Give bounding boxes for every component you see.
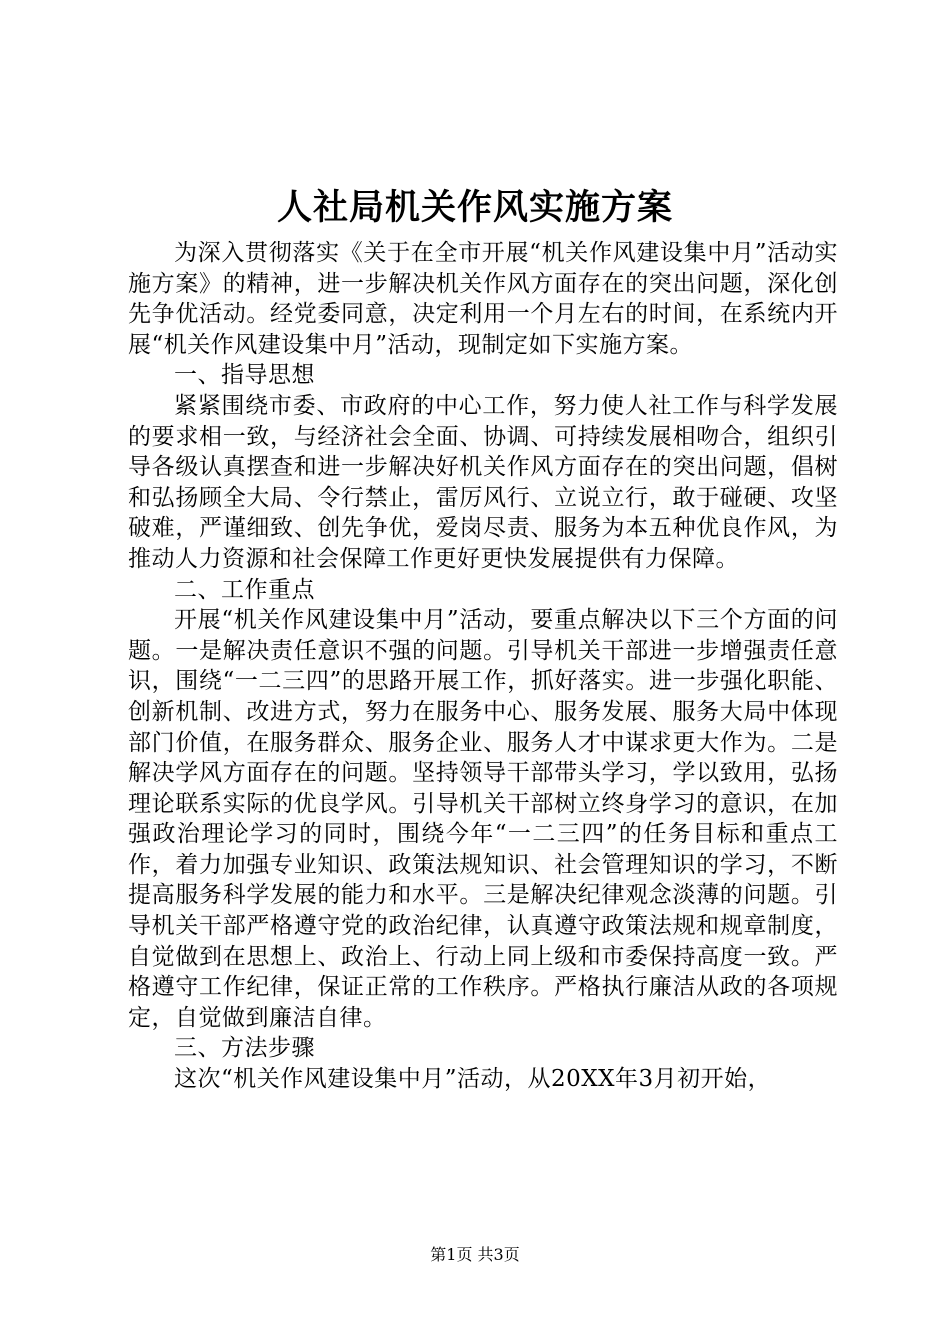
- section-heading-method-steps: 三、方法步骤: [174, 1035, 315, 1062]
- method-steps-paragraph: 这次“机关作风建设集中月”活动，从20XX年3月初开始，: [174, 1066, 772, 1093]
- work-focus-paragraph: 开展“机关作风建设集中月”活动，要重点解决以下三个方面的问题。一是解决责任意识不强的问题。引导机关干部进一步增强责任意识，围绕“一二三四”的思路开展工作，抓好落实。进一步强化职能、创新机制、改进方式，努力在服务中心、服务发展、服务大局中体现部门价值，在服务群众、服务企业、服务人才中谋求更大作为。二是解决学风方面存在的问题。坚持领导干部带头学习，学以致用，弘扬理论联系实际的优良学风。引导机关干部树立终身学习的意识，在加强政治理论学习的同时，围绕今年“一二三四”的任务目标和重点工作，着力加强专业知识、政策法规知识、社会管理知识的学习，不断提高服务科学发展的能力和水平。三是解决纪律观念淡薄的问题。引导机关干部严格遵守党的政治纪律，认真遵守政策法规和规章制度，自觉做到在思想上、政治上、行动上同上级和市委保持高度一致。严格遵守工作纪律，保证正常的工作秩序。严格执行廉洁从政的各项规定，自觉做到廉洁自律。: [128, 607, 838, 1031]
- section-heading-guiding-ideology: 一、指导思想: [174, 362, 315, 389]
- section-heading-work-focus: 二、工作重点: [174, 576, 315, 603]
- guiding-ideology-paragraph: 紧紧围绕市委、市政府的中心工作，努力使人社工作与科学发展的要求相一致，与经济社会全面、协调、可持续发展相吻合，组织引导各级认真摆查和进一步解决好机关作风方面存在的突出问题，倡树和弘扬顾全大局、令行禁止，雷厉风行、立说立行，敢于碰硬、攻坚破难，严谨细致、创先争优，爱岗尽责、服务为本五种优良作风，为推动人力资源和社会保障工作更好更快发展提供有力保障。: [128, 392, 838, 572]
- document-body: [128, 238, 838, 1095]
- page-number-footer: 第1页 共3页: [430, 1245, 520, 1264]
- intro-paragraph: 为深入贯彻落实《关于在全市开展“机关作风建设集中月”活动实施方案》的精神，进一步解决机关作风方面存在的突出问题，深化创先争优活动。经党委同意，决定利用一个月左右的时间，在系统内开展“机关作风建设集中月”活动，现制定如下实施方案。: [128, 240, 838, 358]
- document-title: 人社局机关作风实施方案: [276, 187, 673, 228]
